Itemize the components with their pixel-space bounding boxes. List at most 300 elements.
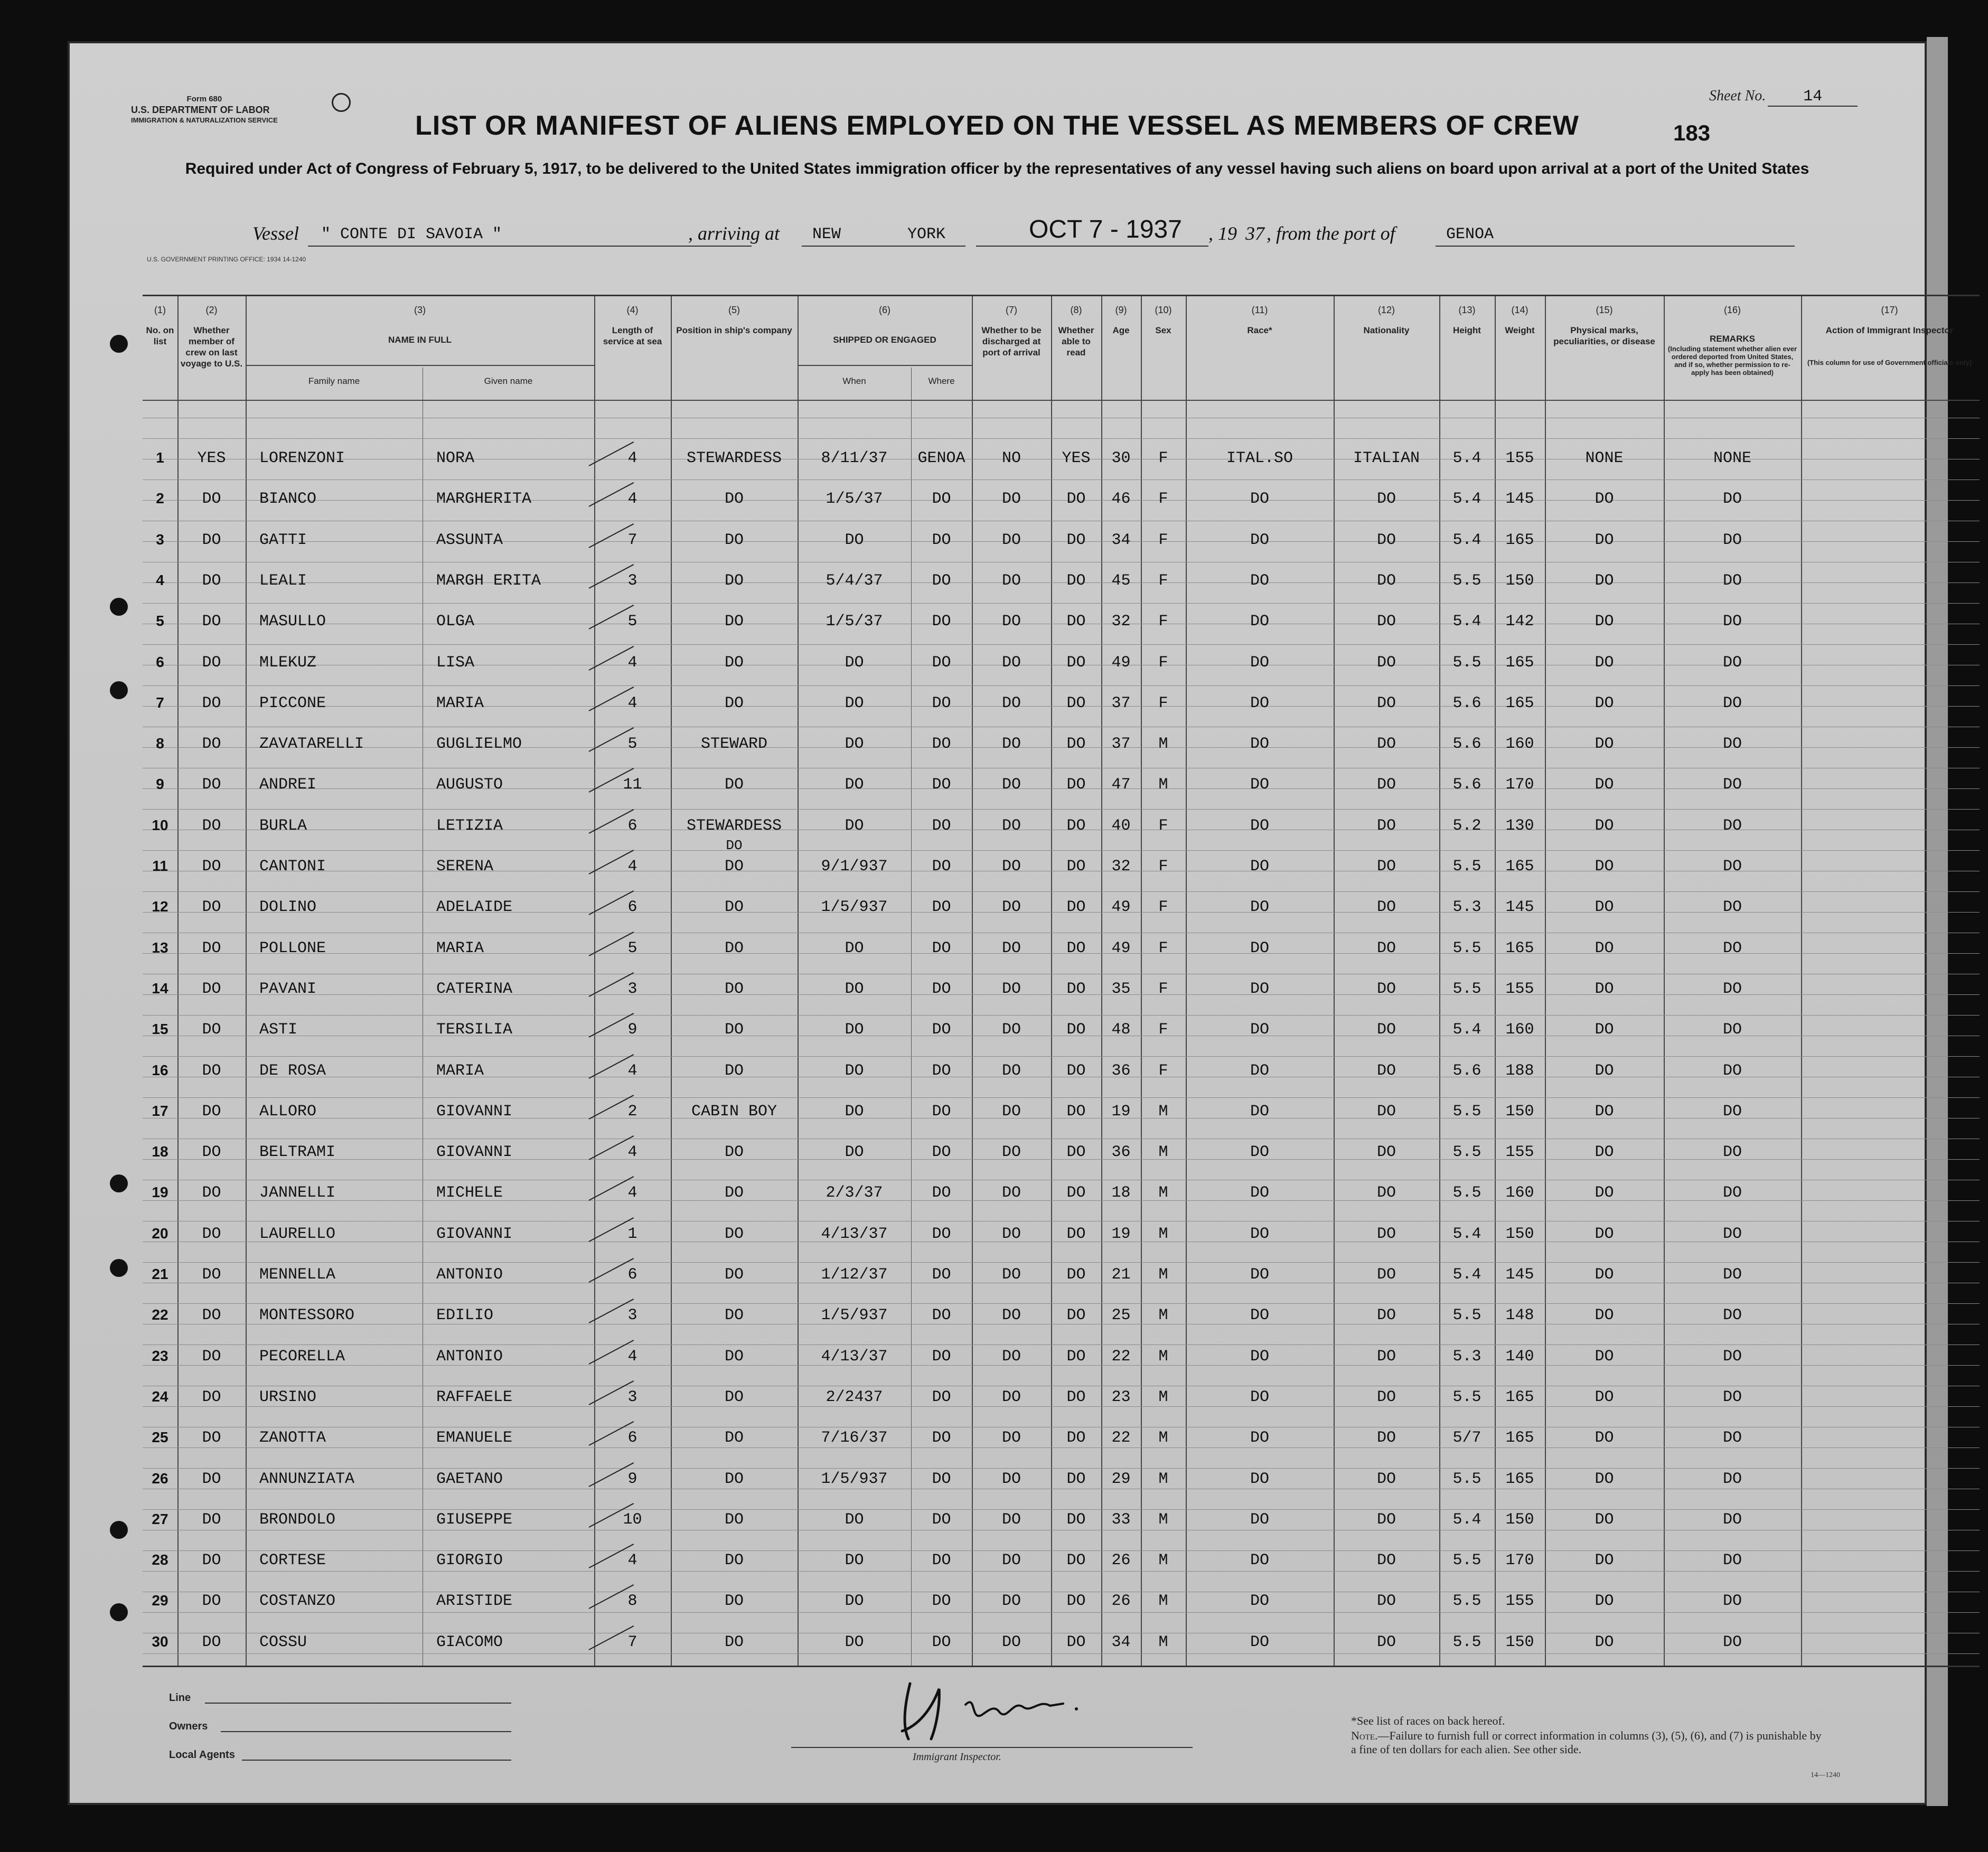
arrival-city-2: YORK bbox=[907, 225, 946, 243]
column-number: (4) bbox=[626, 305, 639, 315]
table-cell: DO bbox=[1066, 1102, 1086, 1121]
table-cell: DO bbox=[724, 490, 744, 509]
table-cell: 5.6 bbox=[1452, 735, 1481, 754]
table-cell: DO bbox=[724, 980, 744, 998]
table-cell: DO bbox=[1722, 694, 1742, 712]
table-cell: 4 bbox=[627, 653, 637, 672]
table-row bbox=[143, 531, 1980, 552]
table-cell: BIANCO bbox=[259, 490, 317, 509]
table-row bbox=[143, 980, 1980, 1001]
column-number: (6) bbox=[879, 305, 890, 315]
table-cell: DO bbox=[1722, 1633, 1742, 1651]
table-row bbox=[143, 1225, 1980, 1246]
table-cell: DO bbox=[1376, 1429, 1396, 1447]
table-cell: DO bbox=[1376, 613, 1396, 631]
table-cell: DO bbox=[202, 1306, 221, 1325]
ruled-line bbox=[143, 1015, 1980, 1016]
table-cell: DO bbox=[1001, 1266, 1021, 1284]
table-cell: 23 bbox=[152, 1347, 168, 1364]
table-cell: M bbox=[1158, 1347, 1168, 1366]
table-row bbox=[143, 1103, 1980, 1124]
table-cell: DO bbox=[1722, 490, 1742, 509]
column-number: (16) bbox=[1723, 305, 1741, 315]
table-cell: DO bbox=[202, 531, 221, 549]
seal-icon bbox=[332, 93, 351, 112]
table-cell: 33 bbox=[1111, 1510, 1131, 1529]
table-cell: DO bbox=[1722, 1470, 1742, 1488]
table-cell: 150 bbox=[1505, 571, 1534, 590]
table-row bbox=[143, 1021, 1980, 1042]
table-cell: DO bbox=[1595, 858, 1614, 876]
table-cell: DO bbox=[1001, 1510, 1021, 1529]
table-cell: COSSU bbox=[259, 1633, 307, 1651]
table-cell: DO bbox=[1595, 1225, 1614, 1243]
table-cell: 5.5 bbox=[1452, 1552, 1481, 1570]
column-header: Nationality bbox=[1363, 325, 1410, 335]
ruled-line bbox=[143, 438, 1980, 439]
table-cell: DO bbox=[724, 1429, 744, 1447]
from-port: GENOA bbox=[1446, 225, 1494, 243]
table-cell: LORENZONI bbox=[259, 449, 345, 467]
table-cell: DO bbox=[1001, 1429, 1021, 1447]
table-cell: 6 bbox=[627, 1429, 637, 1447]
table-row bbox=[143, 1470, 1980, 1491]
table-cell: F bbox=[1158, 980, 1168, 998]
table-cell: DO bbox=[1001, 1306, 1021, 1325]
table-cell: 23 bbox=[1111, 1388, 1131, 1406]
table-cell: DO bbox=[724, 776, 744, 794]
ruled-line bbox=[143, 1262, 1980, 1263]
table-cell: M bbox=[1158, 1306, 1168, 1325]
table-cell: DO bbox=[845, 939, 864, 957]
table-cell: M bbox=[1158, 1429, 1168, 1447]
table-cell: 155 bbox=[1505, 1592, 1534, 1611]
column-number: (9) bbox=[1115, 305, 1127, 315]
table-cell: 5 bbox=[156, 613, 164, 629]
table-cell: 145 bbox=[1505, 490, 1534, 509]
table-cell: MARGHERITA bbox=[436, 490, 532, 509]
table-cell: MARIA bbox=[436, 939, 484, 957]
table-cell: 34 bbox=[1111, 531, 1131, 549]
table-cell: 49 bbox=[1111, 898, 1131, 917]
table-cell: DO bbox=[1250, 1266, 1269, 1284]
table-cell: DO bbox=[1001, 939, 1021, 957]
table-cell: DO bbox=[1595, 939, 1614, 957]
table-cell: DO bbox=[1066, 1225, 1086, 1243]
table-cell: LISA bbox=[436, 653, 475, 672]
table-row bbox=[143, 1062, 1980, 1083]
table-cell: MENNELLA bbox=[259, 1266, 336, 1284]
table-cell: 36 bbox=[1111, 1143, 1131, 1162]
table-cell: MICHELE bbox=[436, 1184, 503, 1202]
table-cell: 165 bbox=[1505, 531, 1534, 549]
table-cell: DO bbox=[1066, 898, 1086, 917]
table-cell: ITALIAN bbox=[1353, 449, 1420, 467]
column-header: Height bbox=[1453, 325, 1481, 335]
table-cell: DO bbox=[1722, 1061, 1742, 1080]
table-cell: DO bbox=[1250, 1388, 1269, 1406]
column-number: (3) bbox=[414, 305, 426, 315]
table-cell: DO bbox=[202, 1347, 221, 1366]
table-cell: 9 bbox=[627, 1470, 637, 1488]
table-cell: DO bbox=[724, 898, 744, 917]
table-cell: 5.5 bbox=[1452, 1388, 1481, 1406]
table-cell: GAETANO bbox=[436, 1470, 503, 1488]
table-cell: DO bbox=[1250, 694, 1269, 712]
table-cell: GIACOMO bbox=[436, 1633, 503, 1651]
table-cell: CATERINA bbox=[436, 980, 513, 998]
column-header: Whether member of crew on last voyage to U.S. bbox=[180, 325, 243, 369]
table-cell: DO bbox=[1376, 531, 1396, 549]
column-header: Race* bbox=[1247, 325, 1272, 335]
table-cell: 21 bbox=[1111, 1266, 1131, 1284]
table-cell: 7 bbox=[156, 694, 164, 711]
table-cell: 5.6 bbox=[1452, 1061, 1481, 1080]
table-cell: 30 bbox=[1111, 449, 1131, 467]
table-cell: DO bbox=[1250, 1143, 1269, 1162]
table-cell: 145 bbox=[1505, 898, 1534, 917]
ruled-line bbox=[143, 1468, 1980, 1469]
table-cell: 5.4 bbox=[1452, 613, 1481, 631]
table-cell: 27 bbox=[152, 1510, 168, 1527]
table-cell: DO bbox=[1595, 653, 1614, 672]
table-cell: DO bbox=[1595, 694, 1614, 712]
table-row bbox=[143, 613, 1980, 634]
table-cell: 5.5 bbox=[1452, 571, 1481, 590]
table-cell: DO bbox=[202, 490, 221, 509]
table-cell: F bbox=[1158, 858, 1168, 876]
table-cell: 12 bbox=[152, 898, 168, 915]
table-cell: DO bbox=[202, 1184, 221, 1202]
table-cell: DO bbox=[724, 694, 744, 712]
table-cell: DO bbox=[845, 1102, 864, 1121]
table-cell: DO bbox=[1595, 1061, 1614, 1080]
table-cell: DO bbox=[1595, 816, 1614, 835]
table-cell: DO bbox=[1722, 939, 1742, 957]
table-cell: DO bbox=[1001, 980, 1021, 998]
race-note: *See list of races on back hereof. bbox=[1351, 1714, 1505, 1727]
table-cell: DO bbox=[932, 776, 951, 794]
table-cell: 18 bbox=[152, 1143, 168, 1160]
table-cell: DO bbox=[202, 1225, 221, 1243]
table-cell: DO bbox=[724, 1061, 744, 1080]
table-cell: NONE bbox=[1585, 449, 1624, 467]
table-cell: DO bbox=[202, 1388, 221, 1406]
table-cell: 150 bbox=[1505, 1225, 1534, 1243]
table-cell: M bbox=[1158, 1510, 1168, 1529]
table-cell: DO bbox=[1066, 1633, 1086, 1651]
table-cell: DO bbox=[1250, 1184, 1269, 1202]
table-cell: DO bbox=[724, 1592, 744, 1611]
ruled-line bbox=[143, 891, 1980, 892]
column-header: Age bbox=[1112, 325, 1130, 335]
footer-line-label: Line bbox=[169, 1692, 191, 1704]
page-subtitle: Required under Act of Congress of February 5, 1917, to be delivered to the United States immigration officer by the representatives of any vessel having such aliens on board upon arrival at a port of the United States bbox=[185, 160, 1809, 177]
table-cell: GATTI bbox=[259, 531, 307, 549]
table-cell: DO bbox=[932, 980, 951, 998]
table-cell: DO bbox=[1595, 1552, 1614, 1570]
table-cell: DO bbox=[1722, 1592, 1742, 1611]
table-cell: DO bbox=[1001, 1347, 1021, 1366]
table-cell: 150 bbox=[1505, 1510, 1534, 1529]
table-cell: YES bbox=[197, 449, 226, 467]
table-cell: DO bbox=[1376, 1552, 1396, 1570]
table-cell: M bbox=[1158, 1266, 1168, 1284]
table-cell: DO bbox=[724, 531, 744, 549]
table-cell: DO bbox=[724, 1306, 744, 1325]
table-cell: F bbox=[1158, 653, 1168, 672]
table-cell: DO bbox=[1066, 939, 1086, 957]
table-cell: 6 bbox=[156, 653, 164, 670]
binding-hole bbox=[110, 1521, 128, 1539]
table-cell: OLGA bbox=[436, 613, 475, 631]
table-cell: DO bbox=[1250, 939, 1269, 957]
table-cell: DO bbox=[1250, 858, 1269, 876]
table-row bbox=[143, 694, 1980, 716]
table-cell: DO bbox=[1250, 613, 1269, 631]
table-cell: DO bbox=[724, 1184, 744, 1202]
table-cell: DO bbox=[1066, 776, 1086, 794]
table-cell: DO bbox=[1250, 1592, 1269, 1611]
table-cell: 150 bbox=[1505, 1633, 1534, 1651]
table-cell: 5/7 bbox=[1452, 1429, 1481, 1447]
table-cell: STEWARD bbox=[700, 735, 768, 754]
table-cell: F bbox=[1158, 490, 1168, 509]
table-cell: DO bbox=[724, 613, 744, 631]
table-cell: EMANUELE bbox=[436, 1429, 513, 1447]
table-cell: DO bbox=[202, 1633, 221, 1651]
table-cell: 10 bbox=[152, 816, 168, 833]
column-number: (17) bbox=[1881, 305, 1898, 315]
table-row bbox=[143, 858, 1980, 879]
table-cell: BURLA bbox=[259, 816, 307, 835]
table-cell: DO bbox=[1722, 1225, 1742, 1243]
table-row bbox=[143, 449, 1980, 471]
table-cell: DO bbox=[1595, 1143, 1614, 1162]
year-suffix: 37 bbox=[1245, 223, 1264, 244]
table-cell: DO bbox=[1595, 613, 1614, 631]
table-cell: 37 bbox=[1111, 694, 1131, 712]
table-cell: 7 bbox=[627, 1633, 637, 1651]
table-cell: 19 bbox=[1111, 1102, 1131, 1121]
table-cell: ANNUNZIATA bbox=[259, 1470, 355, 1488]
table-cell: DO bbox=[1595, 1510, 1614, 1529]
table-cell: DO bbox=[1250, 735, 1269, 754]
dept-line-1: U.S. DEPARTMENT OF LABOR bbox=[131, 105, 270, 115]
table-cell: GUGLIELMO bbox=[436, 735, 522, 754]
table-row bbox=[143, 1511, 1980, 1532]
ruled-line bbox=[143, 809, 1980, 810]
table-row bbox=[143, 1266, 1980, 1287]
table-cell: M bbox=[1158, 1633, 1168, 1651]
table-cell: DO bbox=[1595, 1347, 1614, 1366]
ruled-line bbox=[143, 644, 1980, 645]
table-cell: 4 bbox=[627, 1184, 637, 1202]
table-cell: DO bbox=[1250, 1225, 1269, 1243]
table-cell: MARIA bbox=[436, 694, 484, 712]
table-cell: COSTANZO bbox=[259, 1592, 336, 1611]
arrival-city-1: NEW bbox=[812, 225, 841, 243]
table-cell: 18 bbox=[1111, 1184, 1131, 1202]
table-cell: 29 bbox=[152, 1592, 168, 1609]
table-cell: NORA bbox=[436, 449, 475, 467]
table-cell: DO bbox=[1001, 898, 1021, 917]
table-cell: DO bbox=[1376, 1266, 1396, 1284]
ruled-line bbox=[143, 850, 1980, 851]
table-cell: DO bbox=[724, 1266, 744, 1284]
table-cell: 1 bbox=[627, 1225, 637, 1243]
table-cell: DO bbox=[202, 898, 221, 917]
table-cell: ADELAIDE bbox=[436, 898, 513, 917]
table-cell: M bbox=[1158, 735, 1168, 754]
table-cell: DO bbox=[1066, 1388, 1086, 1406]
table-cell: DO bbox=[932, 1143, 951, 1162]
table-cell: 155 bbox=[1505, 449, 1534, 467]
table-cell: F bbox=[1158, 816, 1168, 835]
table-cell: 20 bbox=[152, 1225, 168, 1242]
ruled-line bbox=[143, 603, 1980, 604]
table-cell: TERSILIA bbox=[436, 1021, 513, 1039]
table-cell: YES bbox=[1062, 449, 1091, 467]
table-cell: ASSUNTA bbox=[436, 531, 503, 549]
table-cell: DO bbox=[1722, 1552, 1742, 1570]
table-cell: 6 bbox=[627, 898, 637, 917]
table-cell: DO bbox=[202, 1429, 221, 1447]
table-cell: SERENA bbox=[436, 858, 494, 876]
table-cell: ALLORO bbox=[259, 1102, 317, 1121]
table-cell: DO bbox=[1376, 1102, 1396, 1121]
table-cell: 4 bbox=[627, 1061, 637, 1080]
column-header: Whether to be discharged at port of arrival bbox=[981, 325, 1042, 358]
table-cell: 2 bbox=[627, 1102, 637, 1121]
table-cell: 5 bbox=[627, 939, 637, 957]
table-cell: 5.4 bbox=[1452, 490, 1481, 509]
table-cell: 1 bbox=[156, 449, 164, 466]
table-cell: GENOA bbox=[917, 449, 965, 467]
table-cell: DO bbox=[1066, 613, 1086, 631]
table-cell: DO bbox=[1376, 1592, 1396, 1611]
table-cell: DO bbox=[1376, 1225, 1396, 1243]
table-cell: DO bbox=[1001, 613, 1021, 631]
table-cell: DO bbox=[932, 613, 951, 631]
table-cell: DO bbox=[1595, 1184, 1614, 1202]
table-cell: DO bbox=[1722, 1429, 1742, 1447]
table-cell: DO bbox=[932, 1102, 951, 1121]
table-row bbox=[143, 490, 1980, 511]
inspector-signature bbox=[881, 1647, 1145, 1752]
table-cell: 8 bbox=[156, 735, 164, 752]
table-cell: DO bbox=[1376, 816, 1396, 835]
table-cell: 155 bbox=[1505, 1143, 1534, 1162]
table-cell: MONTESSORO bbox=[259, 1306, 355, 1325]
table-cell: 5.4 bbox=[1452, 1021, 1481, 1039]
table-cell: DO bbox=[845, 735, 864, 754]
table-cell: DO bbox=[1595, 1102, 1614, 1121]
table-cell: F bbox=[1158, 1061, 1168, 1080]
table-cell: DO bbox=[1722, 735, 1742, 754]
table-cell: DO bbox=[1376, 1143, 1396, 1162]
column-header: NAME IN FULL bbox=[388, 335, 452, 345]
table-cell: DO bbox=[932, 1184, 951, 1202]
table-cell: NO bbox=[1001, 449, 1021, 467]
arriving-label: , arriving at bbox=[688, 223, 780, 244]
table-cell: DO bbox=[1001, 653, 1021, 672]
table-cell: GIORGIO bbox=[436, 1552, 503, 1570]
table-cell: GIOVANNI bbox=[436, 1225, 513, 1243]
sheet-value: 14 bbox=[1768, 88, 1858, 107]
table-cell: DO bbox=[845, 1021, 864, 1039]
table-cell: DO bbox=[932, 1061, 951, 1080]
table-cell: DO bbox=[202, 735, 221, 754]
ruled-line bbox=[143, 1303, 1980, 1304]
vessel-line bbox=[252, 215, 1795, 250]
table-cell: 160 bbox=[1505, 1021, 1534, 1039]
table-cell: MARIA bbox=[436, 1061, 484, 1080]
table-cell: DO bbox=[932, 571, 951, 590]
footer-agents-label: Local Agents bbox=[169, 1749, 235, 1761]
table-cell: DO bbox=[1066, 816, 1086, 835]
table-cell: DO bbox=[1376, 571, 1396, 590]
table-cell: ARISTIDE bbox=[436, 1592, 513, 1611]
table-cell: 165 bbox=[1505, 1429, 1534, 1447]
table-cell: DO bbox=[724, 571, 744, 590]
table-cell: 1/5/937 bbox=[821, 898, 888, 917]
table-cell: DO bbox=[932, 1266, 951, 1284]
table-cell: 35 bbox=[1111, 980, 1131, 998]
table-cell: DO bbox=[1250, 1429, 1269, 1447]
table-cell: DO bbox=[1722, 571, 1742, 590]
table-cell: 7/16/37 bbox=[821, 1429, 888, 1447]
table-cell: 48 bbox=[1111, 1021, 1131, 1039]
table-cell: DO bbox=[1066, 1592, 1086, 1611]
table-cell: DO bbox=[1001, 1470, 1021, 1488]
table-cell: DO bbox=[1066, 694, 1086, 712]
table-cell: DO bbox=[1250, 1061, 1269, 1080]
table-cell: DO bbox=[1376, 1388, 1396, 1406]
table-cell: F bbox=[1158, 1021, 1168, 1039]
table-cell: 4/13/37 bbox=[821, 1347, 888, 1366]
table-cell: DO bbox=[1250, 653, 1269, 672]
table-cell: DO bbox=[845, 1592, 864, 1611]
table-cell: ZANOTTA bbox=[259, 1429, 326, 1447]
table-cell: DO bbox=[1595, 490, 1614, 509]
table-cell: 29 bbox=[1111, 1470, 1131, 1488]
table-cell: 11 bbox=[623, 776, 642, 794]
binding-hole bbox=[110, 681, 128, 699]
table-cell: DO bbox=[1001, 776, 1021, 794]
manifest-sheet bbox=[68, 41, 1972, 1805]
header-subrule bbox=[798, 365, 972, 366]
table-cell: M bbox=[1158, 1143, 1168, 1162]
table-cell: 11 bbox=[152, 858, 168, 874]
table-cell: 165 bbox=[1505, 858, 1534, 876]
table-cell: ITAL.SO bbox=[1226, 449, 1293, 467]
table-cell: DO bbox=[1001, 1061, 1021, 1080]
table-cell: DO bbox=[932, 490, 951, 509]
table-cell: 5/4/37 bbox=[826, 571, 883, 590]
column-header: Weight bbox=[1505, 325, 1535, 335]
table-cell: BELTRAMI bbox=[259, 1143, 336, 1162]
column-note: (This column for use of Government officials only) bbox=[1807, 359, 1972, 366]
table-cell: DO bbox=[932, 1388, 951, 1406]
table-cell: LETIZIA bbox=[436, 816, 503, 835]
table-cell: DO bbox=[1376, 490, 1396, 509]
table-cell: 5 bbox=[627, 735, 637, 754]
table-cell: DO bbox=[1722, 816, 1742, 835]
table-cell: DO bbox=[932, 939, 951, 957]
table-cell: DO bbox=[932, 1021, 951, 1039]
column-number: (14) bbox=[1511, 305, 1528, 315]
